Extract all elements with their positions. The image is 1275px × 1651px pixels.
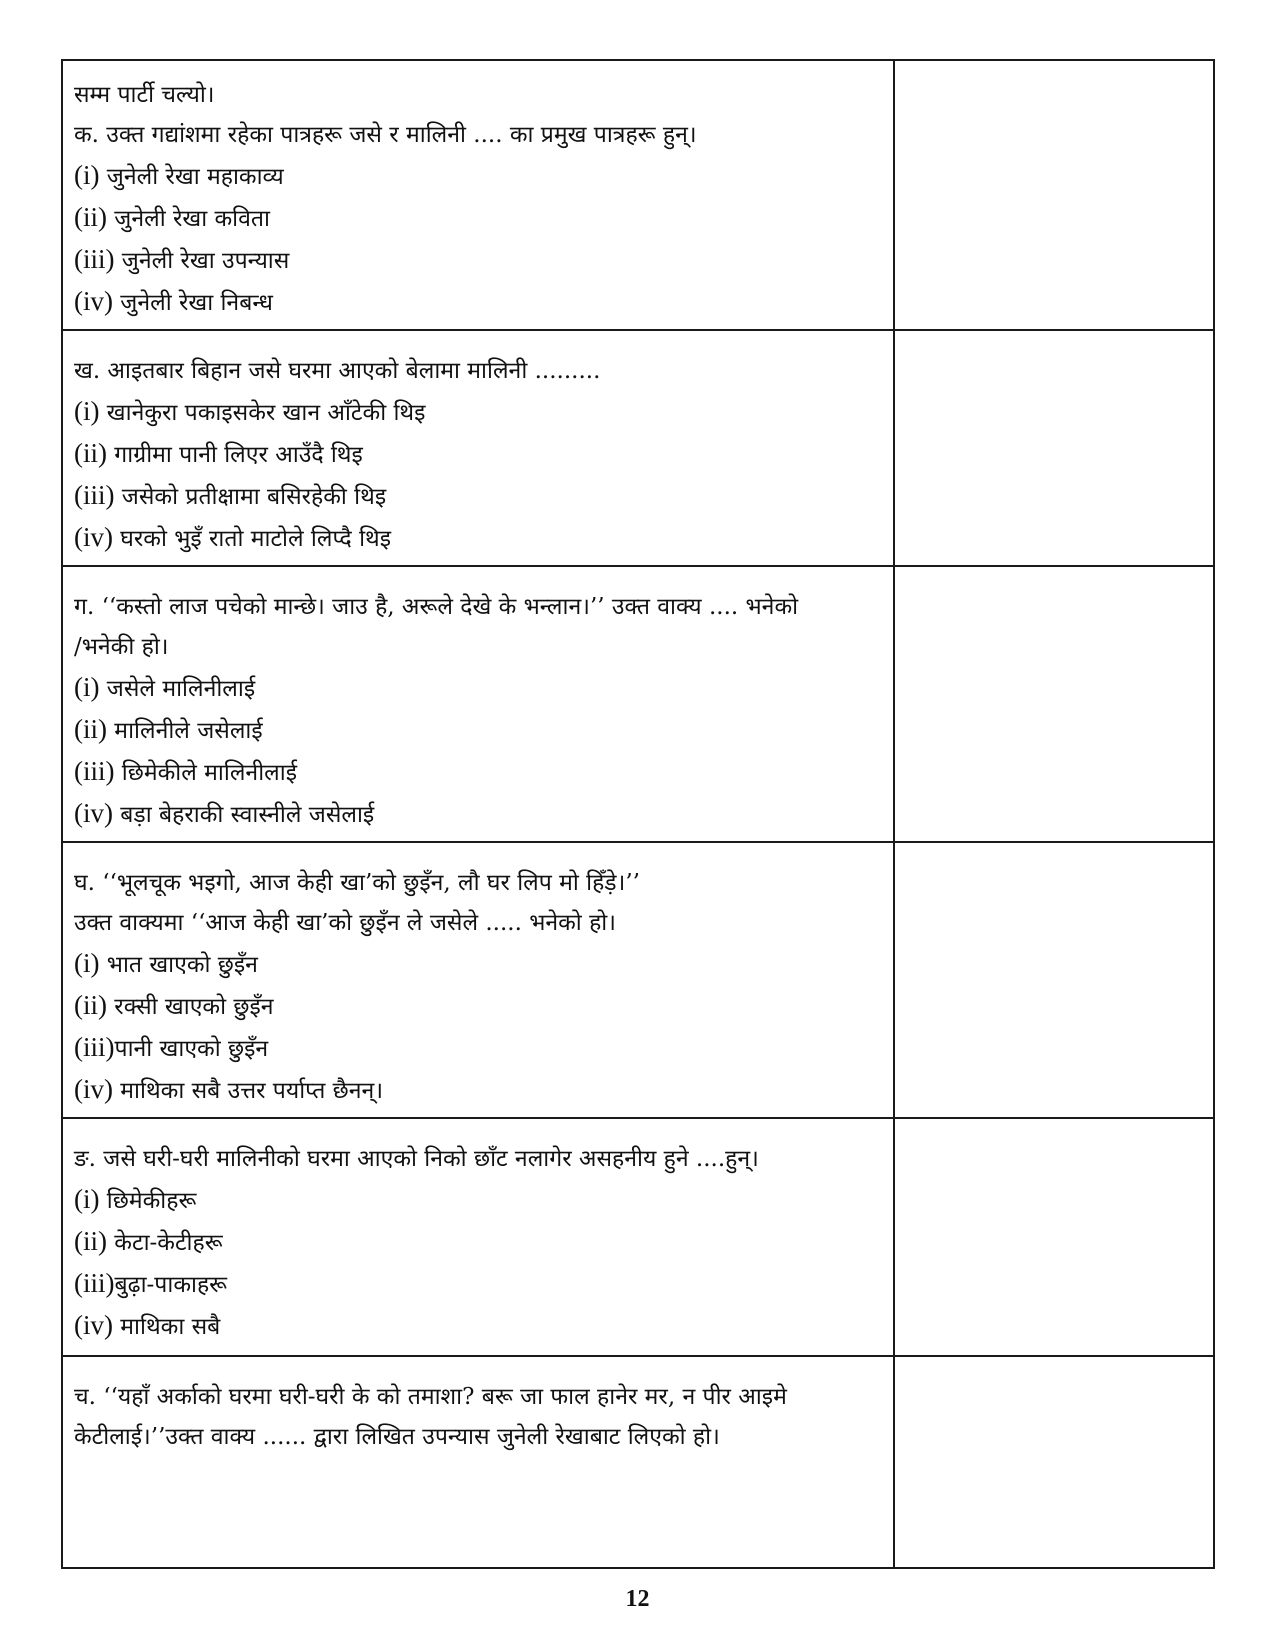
option-text: भात खाएको छुइँन (99, 952, 258, 978)
option-text: माथिका सबै उत्तर पर्याप्त छैनन्। (112, 1078, 384, 1104)
option-iii (74, 1263, 885, 1305)
marks-cell (894, 566, 1214, 842)
option-number: (iii) (74, 1268, 115, 1298)
option-text: जसेले मालिनीलाई (99, 676, 256, 702)
question-text-line: सम्म पार्टी चल्यो। (74, 82, 215, 108)
marks-cell (894, 330, 1214, 566)
option-text: जुनेली रेखा उपन्यास (114, 248, 290, 274)
option-text: खानेकुरा पकाइसकेर खान आँटेकी थिइ (99, 400, 426, 426)
option-number: (i) (74, 1184, 100, 1214)
option-number: (iv) (74, 522, 113, 552)
option-number: (i) (74, 672, 100, 702)
question-text-line: क. उक्त गद्यांशमा रहेका पात्रहरू जसे र मालिनी .... का प्रमुख पात्रहरू हुन्। (74, 122, 697, 148)
option-iii (74, 475, 885, 517)
option-text: मालिनीले जसेलाई (107, 718, 263, 744)
option-iv (74, 793, 885, 835)
question-cell (62, 1356, 894, 1568)
option-text: बुढ़ा-पाकाहरू (114, 1272, 228, 1298)
marks-cell (894, 842, 1214, 1118)
option-number: (i) (74, 948, 100, 978)
marks-cell (894, 1118, 1214, 1356)
question-cell (62, 566, 894, 842)
option-number: (i) (74, 160, 100, 190)
option-i (74, 391, 885, 433)
option-iii (74, 751, 885, 793)
option-ii (74, 433, 885, 475)
option-text: माथिका सबै (112, 1314, 221, 1340)
option-text: जसेको प्रतीक्षामा बसिरहेकी थिइ (114, 484, 387, 510)
question-text-line: ग. ‘‘कस्तो लाज पचेको मान्छे। जाउ है, अरूले देखे के भन्लान।’’ उक्त वाक्य .... भनेको (74, 594, 799, 620)
option-number: (iv) (74, 1310, 113, 1340)
option-text: रक्सी खाएको छुइँन (107, 994, 274, 1020)
option-text: बड़ा बेहराकी स्वास्नीले जसेलाई (112, 802, 375, 828)
marks-cell (894, 60, 1214, 330)
option-number: (iii) (74, 1032, 115, 1062)
option-number: (ii) (74, 202, 107, 232)
question-text-line: ख. आइतबार बिहान जसे घरमा आएको बेलामा मालिनी ......... (74, 358, 601, 384)
option-text: जुनेली रेखा निबन्ध (112, 290, 273, 316)
option-i (74, 1179, 885, 1221)
option-iv (74, 1305, 885, 1347)
option-number: (ii) (74, 438, 107, 468)
question-text-line: घ. ‘‘भूलचूक भइगो, आज केही खा’को छुइँन, लौ घर लिप मो हिँड़े।’’ (74, 870, 640, 896)
option-i (74, 943, 885, 985)
page-number: 12 (625, 1586, 650, 1612)
option-ii (74, 1221, 885, 1263)
option-number: (iii) (74, 756, 115, 786)
option-text: छिमेकीले मालिनीलाई (114, 760, 297, 786)
option-text: घरको भुइँ रातो माटोले लिप्दै थिइ (112, 526, 392, 552)
option-ii (74, 197, 885, 239)
option-number: (iv) (74, 286, 113, 316)
question-text-line: च. ‘‘यहाँ अर्काको घरमा घरी-घरी के को तमाशा? बरू जा फाल हानेर मर, न पीर आइमे (74, 1384, 787, 1410)
question-table (61, 59, 1215, 1569)
question-text-line: ङ. जसे घरी-घरी मालिनीको घरमा आएको निको छाँट नलागेर असहनीय हुने ....हुन्। (74, 1146, 759, 1172)
question-cell (62, 60, 894, 330)
question-row-cha (62, 1356, 1214, 1568)
question-cell (62, 842, 894, 1118)
option-text: गाग्रीमा पानी लिएर आउँदै थिइ (107, 442, 363, 468)
option-number: (iii) (74, 480, 115, 510)
option-i (74, 667, 885, 709)
option-iii (74, 239, 885, 281)
question-text-line: /भनेकी हो। (74, 634, 169, 660)
option-iv (74, 517, 885, 559)
option-number: (iv) (74, 798, 113, 828)
option-text: केटा-केटीहरू (107, 1230, 223, 1256)
option-ii (74, 985, 885, 1027)
option-ii (74, 709, 885, 751)
question-row-kha (62, 330, 1214, 566)
option-iv (74, 281, 885, 323)
question-row-ga (62, 566, 1214, 842)
option-number: (ii) (74, 990, 107, 1020)
option-text: छिमेकीहरू (99, 1188, 197, 1214)
question-row-ka (62, 60, 1214, 330)
option-number: (ii) (74, 714, 107, 744)
question-cell (62, 1118, 894, 1356)
option-text: जुनेली रेखा कविता (107, 206, 270, 232)
option-number: (i) (74, 396, 100, 426)
question-text-line: उक्त वाक्यमा ‘‘आज केही खा’को छुइँन ले जसेले ..... भनेको हो। (74, 910, 616, 936)
question-row-nga (62, 1118, 1214, 1356)
option-number: (iv) (74, 1074, 113, 1104)
option-i (74, 155, 885, 197)
question-row-gha (62, 842, 1214, 1118)
marks-cell (894, 1356, 1214, 1568)
option-number: (ii) (74, 1226, 107, 1256)
question-cell (62, 330, 894, 566)
question-text-line: केटीलाई।’’उक्त वाक्य ...... द्वारा लिखित उपन्यास जुनेली रेखाबाट लिएको हो। (74, 1424, 720, 1450)
option-iii (74, 1027, 885, 1069)
option-number: (iii) (74, 244, 115, 274)
option-text: पानी खाएको छुइँन (114, 1036, 269, 1062)
option-text: जुनेली रेखा महाकाव्य (99, 164, 284, 190)
option-iv (74, 1069, 885, 1111)
